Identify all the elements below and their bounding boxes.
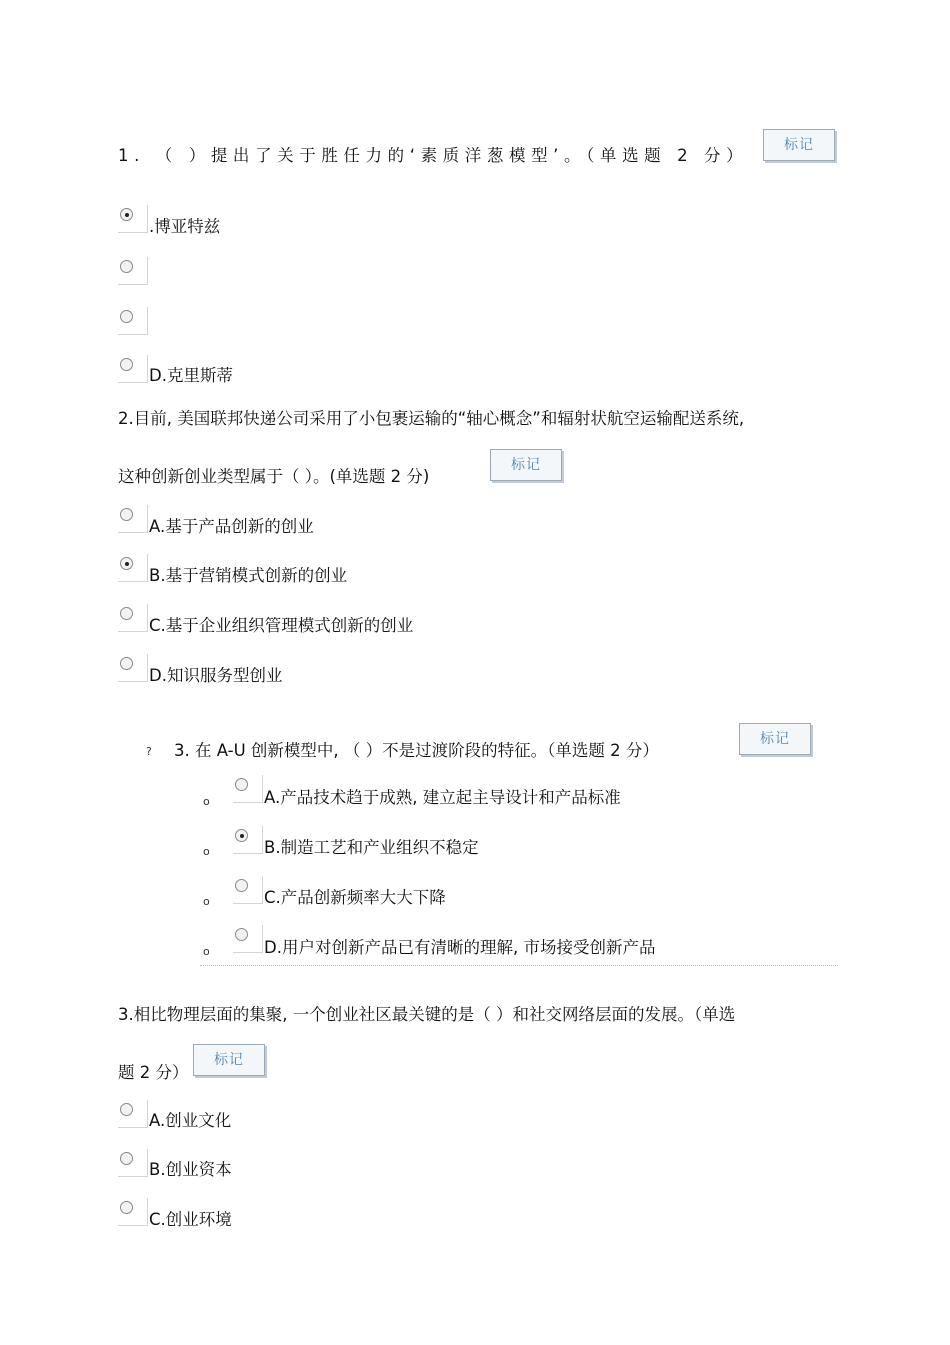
q1-option-d-label: D.克里斯蒂 [149, 366, 233, 385]
q2-option-d-label: D.知识服务型创业 [149, 666, 283, 685]
radio-empty-icon [235, 778, 248, 791]
question-2-stem-line1: 2.目前, 美国联邦快递公司采用了小包裹运输的“轴心概念”和辐射状航空运输配送系统, [118, 409, 745, 428]
question-2-stem-line2: 这种创新创业类型属于（ ）。(单选题 2 分) [118, 467, 430, 486]
q1-option-b-radio[interactable] [118, 257, 148, 285]
q3-option-a-radio[interactable] [233, 775, 263, 803]
radio-empty-icon [120, 1103, 133, 1116]
q3-option-d-radio[interactable] [233, 925, 263, 953]
q3-option-c-label: C.产品创新频率大大下降 [264, 888, 446, 907]
q3-option-b-radio[interactable] [233, 826, 263, 854]
radio-empty-icon [120, 657, 133, 670]
list-bullet: o [203, 895, 210, 908]
question-3-stem: 3. 在 A-U 创新模型中, （ ）不是过渡阶段的特征。（单选题 2 分） [174, 741, 659, 760]
radio-empty-icon [235, 879, 248, 892]
radio-selected-icon [120, 557, 133, 570]
q2-option-c-label: C.基于企业组织管理模式创新的创业 [149, 616, 414, 635]
mark-button-q3[interactable]: 标记 [739, 723, 811, 755]
q4-option-c-label: C.创业环境 [149, 1210, 232, 1229]
radio-empty-icon [120, 1201, 133, 1214]
question-4-stem-line1: 3.相比物理层面的集聚, 一个创业社区最关键的是（ ）和社交网络层面的发展。（单选 [118, 1005, 736, 1024]
mark-button-q4[interactable]: 标记 [193, 1044, 265, 1076]
q2-option-c-radio[interactable] [118, 604, 148, 632]
radio-empty-icon [120, 260, 133, 273]
radio-empty-icon [120, 1152, 133, 1165]
q1-option-a-label: .博亚特兹 [149, 217, 221, 236]
radio-empty-icon [120, 310, 133, 323]
q2-option-b-label: B.基于营销模式创新的创业 [149, 566, 348, 585]
list-bullet: ? [146, 745, 152, 758]
radio-empty-icon [120, 358, 133, 371]
radio-selected-icon [120, 208, 133, 221]
q4-option-b-radio[interactable] [118, 1149, 148, 1177]
q1-option-c-radio[interactable] [118, 307, 148, 335]
q2-option-a-radio[interactable] [118, 505, 148, 533]
list-bullet: o [203, 845, 210, 858]
radio-empty-icon [120, 607, 133, 620]
radio-empty-icon [235, 928, 248, 941]
list-bullet: o [203, 795, 210, 808]
q2-option-b-radio[interactable] [118, 554, 148, 582]
mark-button-q2[interactable]: 标记 [490, 449, 562, 481]
q4-option-c-radio[interactable] [118, 1198, 148, 1226]
q3-option-b-label: B.制造工艺和产业组织不稳定 [264, 838, 479, 857]
question-1-stem: 1. （ ）提出了关于胜任力的‘素质洋葱模型’。（单选题 2 分） [118, 146, 749, 165]
radio-selected-icon [235, 829, 248, 842]
q1-option-d-radio[interactable] [118, 355, 148, 383]
radio-empty-icon [120, 508, 133, 521]
q4-option-a-label: A.创业文化 [149, 1111, 232, 1130]
q3-option-d-label: D.用户对创新产品已有清晰的理解, 市场接受创新产品 [264, 938, 656, 957]
q3-option-a-label: A.产品技术趋于成熟, 建立起主导设计和产品标准 [264, 788, 621, 807]
q1-option-a-radio[interactable] [118, 205, 148, 233]
q2-option-a-label: A.基于产品创新的创业 [149, 517, 314, 536]
q2-option-d-radio[interactable] [118, 654, 148, 682]
q4-option-b-label: B.创业资本 [149, 1160, 232, 1179]
list-bullet: o [203, 945, 210, 958]
divider [200, 965, 838, 966]
q3-option-c-radio[interactable] [233, 876, 263, 904]
q4-option-a-radio[interactable] [118, 1100, 148, 1128]
mark-button-q1[interactable]: 标记 [763, 129, 835, 161]
question-4-stem-line2: 题 2 分） [118, 1063, 189, 1082]
